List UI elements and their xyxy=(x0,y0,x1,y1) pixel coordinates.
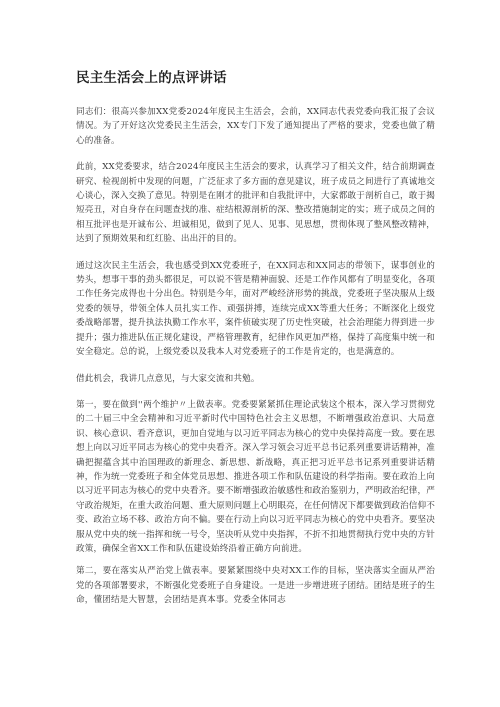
review-paragraph: 此前，XX党委要求，结合2024年度民主生活会的要求，认真学习了相关文件，结合前期调查研究、检视剖析中发现的问题，广泛征求了多方面的意见建议，班子成员之间进行了真诚地交心谈心，深入交换了意见。特别是在刚才的批评和自我批评中，大家都敢于剖析自己，敢于揭短亮丑，对自身存在问题查找的准、症结根源剖析的深、整改措施制定的实；班子成员之间的相互批评也是开诚布公、坦诚相见，做到了见人、见事、见思想，贯彻体现了整风整改精神，达到了预期效果和红红脸、出出汗的目的。 xyxy=(76,162,435,245)
point-two-paragraph: 第二，要在落实从严治党上做表率。要紧紧围绕中央对XX工作的目标，坚决落实全面从严治党的各项部署要求，不断强化党委班子自身建设。一是进一步增进班子团结。团结是班子的生命，懂团结是大智慧，会团结是真本事。党委全体同志 xyxy=(76,566,435,606)
transition-paragraph: 借此机会，我讲几点意见，与大家交流和共勉。 xyxy=(76,373,260,384)
assessment-paragraph: 通过这次民主生活会，我也感受到XX党委班子，在XX同志和XX同志的带领下，谋事创业的势头，想事干事的劲头都很足，可以说不管是精神面貌、还是工作作风都有了明显变化，各项工作任务完成得也十分出色。特别是今年，面对严峻经济形势的挑战，党委班子坚决服从上级党委的领导，带领全体人员扎实工作、顽强拼搏，连续完成XX等重大任务；不断深化上级党委战略部署，提升执法执勤工作水平，案件侦破实现了历史性突破，社会治理能力得到进一步提升；强力推进队伍正规化建设，严格管理教育，纪律作风更加严格，保持了高度集中统一和安全稳定。总的说，上级党委以及我本人对党委班子的工作是肯定的，也是满意的。 xyxy=(76,260,435,358)
document-title: 民主生活会上的点评讲话 xyxy=(76,70,227,86)
point-one-paragraph: 第一，要在做到''两个维护〃上做表率。党委要紧紧抓住理论武装这个根本，深入学习贯彻党的二十届三中全会精神和习近平新时代中国特色社会主义思想，不断增强政治意识、大局意识、核心意识、看齐意识，更加自觉地与以习近平同志为核心的党中央保持高度一致。要在思想上向以习近平同志为核心的党中央看齐。深入学习领会习近平总书记系列重要讲话精神，准确把握蕴含其中治国理政的新理念、新思想、新战略，真正把习近平总书记系列重要讲话精神，作为统一党委班子和全体党员思想、推进各项工作和队伍建设的科学指南。要在政治上向以习近平同志为核心的党中央看齐。要不断增强政治敏感性和政治鉴别力，严明政治纪律，严守政治规矩，在重大政治问题、重大原则问题上心明眼亮，在任何情况下都要做到政治信仰不变、政治立场不移、政治方向不偏。要在行动上向以习近平同志为核心的党中央看齐。要坚决服从党中央的统一指挥和统一号令，坚决听从党中央指挥，不折不扣地贯彻执行党中央的方针政策，确保全省XX工作和队伍建设始终沿着正确方向前进。 xyxy=(76,399,435,554)
opening-paragraph: 同志们：很高兴参加XX党委2024年度民主生活会，会前，XX同志代表党委向我汇报了会议情况。为了开好这次党委民主生活会，XX专门下发了通知提出了严格的要求，党委也做了精心的准备。 xyxy=(76,107,435,146)
